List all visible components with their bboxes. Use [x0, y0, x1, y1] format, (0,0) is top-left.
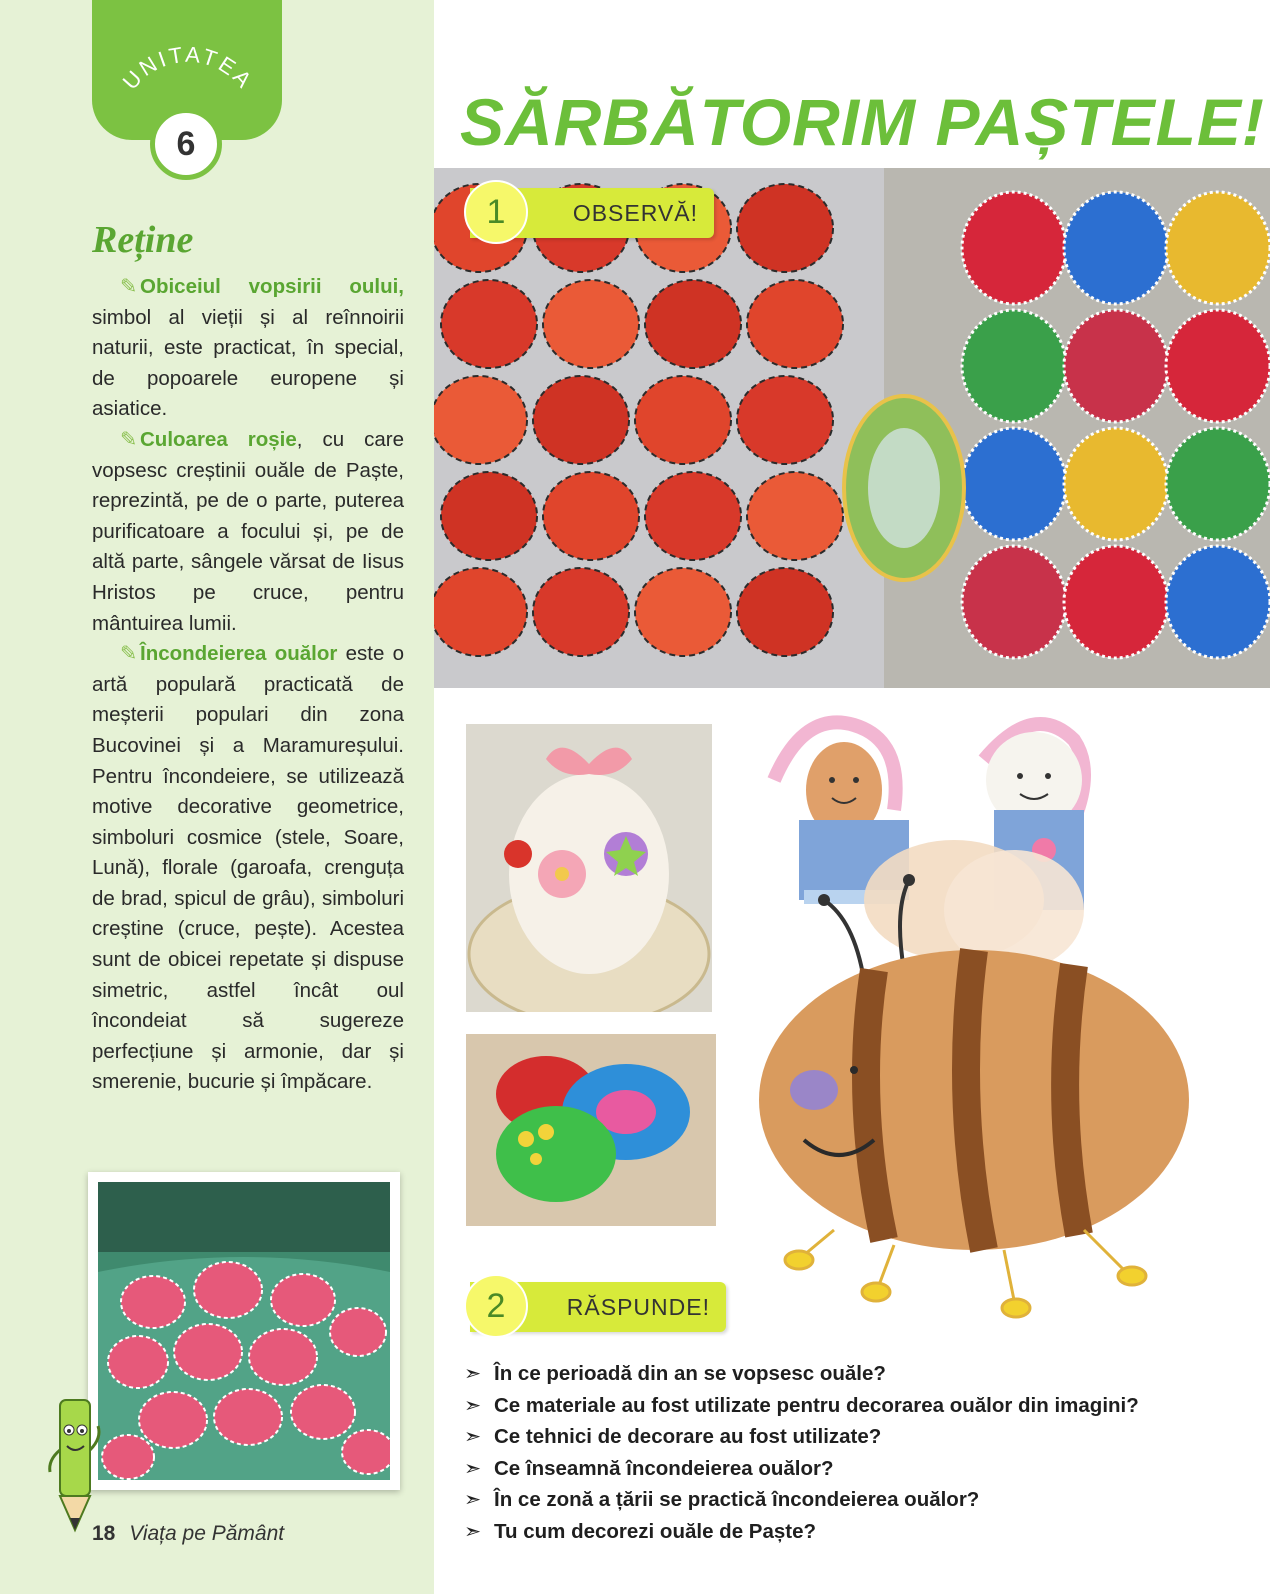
- red-egg: [635, 376, 731, 464]
- question-item: ➣ În ce perioadă din an se vopsesc ouăle?: [464, 1358, 1254, 1390]
- red-egg: [747, 280, 843, 368]
- retine-p2-text: , cu care vopsesc creștinii ouăle de Paște, reprezintă, pe de o parte, puterea purificatoare a focului și, pe de altă parte, sângele vărsat de Iisus Hristos pe cruce, pentru mântuirea lumii.: [92, 427, 405, 635]
- decorated-eggs-photo: [434, 168, 1270, 688]
- red-egg: [533, 376, 629, 464]
- retine-text: [92, 272, 404, 1098]
- red-egg: [533, 568, 629, 656]
- red-egg: [441, 280, 537, 368]
- retine-paragraph-1: [92, 272, 404, 425]
- quilled-eggs-photo: [466, 1034, 716, 1226]
- retine-p3-bold: Încondeierea ouălor: [140, 642, 338, 666]
- page-number: 18: [92, 1522, 116, 1545]
- retine-paragraph-2: [92, 425, 404, 639]
- retine-p2-bold: Culoarea roșie: [140, 427, 297, 451]
- flower-egg-photo: [466, 724, 712, 1012]
- svg-text:UNITATEA: UNITATEA: [117, 41, 259, 95]
- beaded-egg: [1166, 546, 1270, 658]
- retine-p1-text: simbol al vieții și al reînnoirii naturii, este practicat, în special, de popoarele europene și asiatice.: [92, 305, 404, 421]
- red-egg: [543, 280, 639, 368]
- red-egg: [645, 280, 741, 368]
- pink-eggs-photo: [88, 1172, 400, 1490]
- question-item: ➣ Ce tehnici de decorare au fost utilizate?: [464, 1421, 1254, 1453]
- arrow-icon: ➣: [464, 1425, 482, 1448]
- retine-p3-text: este o artă populară practicată de meșterii populari din zona Bucovinei și a Maramureșului. Pentru încondeiere, se utilizează motive decorative geometrice, simboluri cosmice (stele, Soare, Lună), florale (garoafa, crenguța de brad, spicul de grâu), simboluri creștine (cruce, pește). Acestea sunt de obicei repetate și dispuse simetric, astfel încât oul încondeiat să sugereze perfecțiune și armonie, dar și smerenie, bucurie și împăcare.: [92, 642, 404, 1094]
- red-egg: [737, 376, 833, 464]
- beaded-egg: [962, 428, 1066, 540]
- red-egg: [434, 568, 527, 656]
- pencil-bullet-icon: ✎: [120, 275, 138, 298]
- pencil-mascot-icon: [38, 1390, 108, 1540]
- red-egg: [737, 184, 833, 272]
- question-item: ➣ Tu cum decorezi ouăle de Paște?: [464, 1516, 1254, 1548]
- red-egg: [645, 472, 741, 560]
- question-item: ➣ În ce zonă a țării se practică încondeierea ouălor?: [464, 1484, 1254, 1516]
- beaded-egg: [962, 546, 1066, 658]
- observe-tag-number: 1: [464, 180, 528, 244]
- answer-tag: [470, 1282, 726, 1332]
- beaded-egg: [962, 310, 1066, 422]
- beaded-egg: [1166, 310, 1270, 422]
- bee-egg: [759, 840, 1189, 1317]
- page-title: SĂRBĂTORIM PAȘTELE!: [460, 85, 1265, 159]
- arrow-icon: ➣: [464, 1456, 482, 1480]
- red-egg: [434, 376, 527, 464]
- pencil-bullet-icon: ✎: [120, 427, 138, 451]
- red-egg: [747, 472, 843, 560]
- arrow-icon: ➣: [464, 1519, 482, 1543]
- red-egg: [635, 568, 731, 656]
- retine-heading: Reține: [92, 219, 194, 261]
- beaded-egg: [962, 192, 1066, 304]
- answer-tag-number: 2: [464, 1274, 528, 1338]
- book-title: Viața pe Pământ: [129, 1522, 285, 1545]
- beaded-egg: [1064, 546, 1168, 658]
- bee-egg-illustration: [744, 700, 1244, 1350]
- page-footer: [92, 1522, 284, 1546]
- red-egg: [737, 568, 833, 656]
- red-egg: [441, 472, 537, 560]
- quilled-eggs-image: [466, 1034, 716, 1226]
- arrow-icon: ➣: [464, 1362, 482, 1385]
- beaded-egg: [1166, 428, 1270, 540]
- question-item: ➣ Ce materiale au fost utilizate pentru decorarea ouălor din imagini?: [464, 1390, 1254, 1422]
- retine-p1-bold: Obiceiul vopsirii oului,: [140, 275, 404, 298]
- sidebar: [0, 0, 434, 1594]
- arrow-icon: ➣: [464, 1488, 482, 1511]
- answer-tag-label: RĂSPUNDE!: [566, 1294, 710, 1320]
- arrow-icon: ➣: [464, 1393, 482, 1417]
- pencil-bullet-icon: ✎: [120, 642, 138, 666]
- observe-tag-label: OBSERVĂ!: [572, 200, 698, 226]
- questions-list: [464, 1358, 1254, 1547]
- beaded-egg: [1064, 192, 1168, 304]
- pink-eggs-image: [98, 1182, 390, 1480]
- retine-paragraph-3: [92, 639, 404, 1098]
- unit-number: 6: [150, 108, 222, 180]
- decorated-eggs-image: [434, 168, 1270, 688]
- red-egg: [543, 472, 639, 560]
- question-item: ➣ Ce înseamnă încondeierea ouălor?: [464, 1453, 1254, 1485]
- observe-tag: [470, 188, 714, 238]
- beaded-egg: [1166, 192, 1270, 304]
- flower-egg-image: [466, 724, 712, 1012]
- beaded-egg: [1064, 310, 1168, 422]
- beaded-egg: [1064, 428, 1168, 540]
